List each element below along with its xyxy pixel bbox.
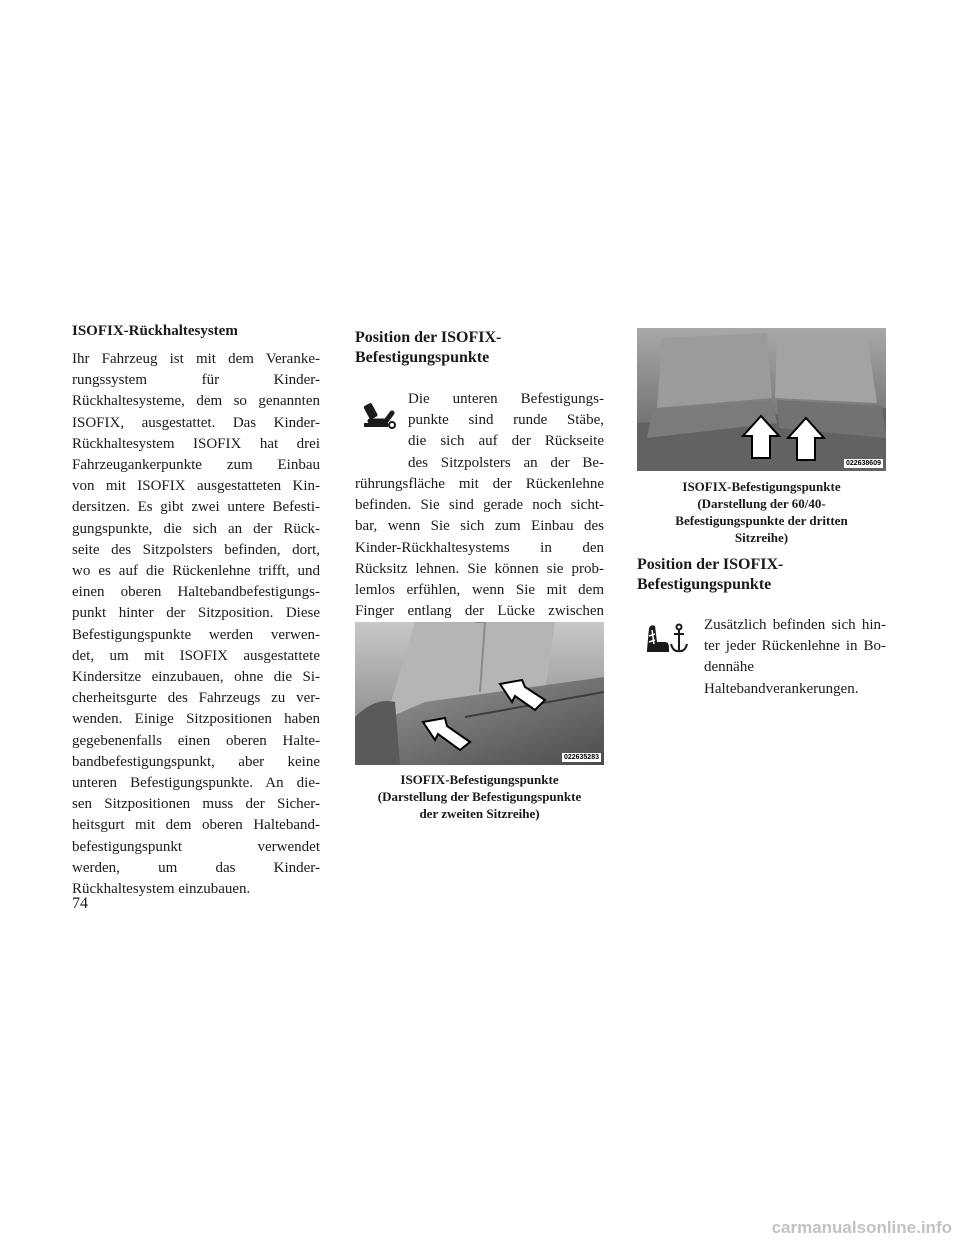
second-row-seat-photo: [355, 622, 604, 765]
heading-tether-position: [637, 555, 886, 595]
tether-anchor-icon: [643, 620, 689, 660]
left-column: [72, 323, 320, 900]
text-line: dersitzen. Es gibt zwei untere Befesti-: [72, 499, 320, 516]
second-row-caption: [355, 771, 604, 822]
text-line: die sich auf der Rückseite: [408, 433, 604, 450]
caption-line: Sitzreihe): [734, 530, 789, 545]
right-heading: [637, 555, 886, 595]
heading-lower-anchor-position: [355, 328, 604, 368]
caption-line: Befestigungspunkte der dritten: [675, 513, 848, 528]
heading-line: Befestigungspunkte: [637, 576, 772, 593]
lower-anchor-text: [355, 474, 604, 644]
text-line: Finger entlang der Lücke zwischen: [355, 603, 604, 620]
child-seat-lower-anchor-icon: [362, 395, 400, 433]
text-line: gungspunkte, die sich an der Rück-: [72, 520, 320, 537]
caption-line: ISOFIX-Befestigungspunkte: [400, 772, 559, 787]
third-row-seat-photo: [637, 328, 886, 471]
text-line: bandbefestigungspunkt, aber keine: [72, 753, 320, 770]
caption-line: (Darstellung der 60/40-: [697, 496, 826, 511]
text-line: Zusätzlich befinden sich hin-: [704, 617, 886, 633]
isofix-body-text: [72, 349, 320, 900]
text-line: wo es auf die Rückenlehne trifft, und: [72, 563, 320, 580]
text-line: werden, um das Kinder-: [72, 859, 320, 876]
watermark: carmanualsonline.info: [771, 1218, 952, 1237]
text-line: seite des Sitzpolsters befinden, dort,: [72, 541, 320, 558]
text-line: punkte sind runde Stäbe,: [408, 412, 604, 429]
lower-anchor-text-indent: [408, 389, 604, 474]
caption-line: (Darstellung der Befestigungspunkte: [377, 789, 582, 804]
heading-line: Befestigungspunkte: [355, 349, 490, 366]
text-line: Rückhaltesystem ISOFIX hat drei: [72, 435, 320, 452]
text-line: Kinder-Rückhaltesystems in den: [355, 539, 604, 556]
text-line: lemlos erfühlen, wenn Sie mit dem: [355, 582, 604, 599]
text-line: rührungsfläche mit der Rückenlehne: [355, 476, 604, 492]
text-line: Haltebandverankerungen.: [704, 680, 859, 697]
middle-column: [355, 328, 604, 368]
photo-code: 022638609: [845, 460, 881, 467]
text-line: befestigungspunkt verwendet: [72, 838, 320, 855]
text-line: Fahrzeugankerpunkte zum Einbau: [72, 457, 320, 474]
text-line: punkt hinter der Sitzposition. Diese: [72, 605, 320, 622]
text-line: gegebenenfalls einen oberen Halte-: [72, 732, 320, 749]
text-line: Befestigungspunkte werden verwen-: [72, 626, 320, 643]
caption-line: der zweiten Sitzreihe): [419, 806, 540, 821]
text-line: Die unteren Befestigungs-: [408, 391, 604, 407]
text-line: befinden. Sie sind gerade noch sicht-: [355, 497, 604, 514]
text-line: einen oberen Haltebandbefestigungs-: [72, 584, 320, 601]
text-line: rungssystem für Kinder-: [72, 372, 320, 389]
third-row-caption: [637, 478, 886, 546]
text-line: Rückhaltesystem einzubauen.: [72, 881, 251, 898]
heading-line: Position der ISOFIX-: [355, 329, 502, 346]
text-line: dennähe: [704, 659, 754, 676]
caption-line: ISOFIX-Befestigungspunkte: [682, 479, 841, 494]
text-line: Rücksitz lehnen. Sie können sie prob-: [355, 560, 604, 577]
photo-code: 022635283: [563, 754, 599, 761]
section-heading-isofix: ISOFIX-Rückhaltesystem: [72, 323, 238, 339]
text-line: ter jeder Rückenlehne in Bo-: [704, 638, 886, 655]
tether-text: [704, 615, 886, 700]
text-line: des Sitzpolsters an der Be-: [408, 454, 604, 471]
text-line: bar, wenn Sie sich zum Einbau des: [355, 518, 604, 535]
text-line: unteren Befestigungspunkte. An die-: [72, 775, 320, 792]
heading-line: Position der ISOFIX-: [637, 556, 784, 573]
page-number: 74: [72, 895, 88, 912]
text-line: cherheitsgurte des Fahrzeugs zu ver-: [72, 690, 320, 707]
text-line: wenden. Einige Sitzpositionen haben: [72, 711, 320, 728]
text-line: Rückhaltesysteme, dem so genannten: [72, 393, 320, 410]
text-line: von mit ISOFIX ausgestatteten Kin-: [72, 478, 320, 495]
text-line: det, um mit ISOFIX ausgestattete: [72, 647, 320, 664]
text-line: sen Sitzpositionen muss der Sicher-: [72, 796, 320, 813]
text-line: heitsgurt mit dem oberen Halteband-: [72, 817, 320, 834]
text-line: Kindersitze einzubauen, ohne die Si-: [72, 669, 320, 686]
text-line: Ihr Fahrzeug ist mit dem Veranke-: [72, 351, 320, 367]
text-line: ISOFIX, ausgestattet. Das Kinder-: [72, 414, 320, 431]
